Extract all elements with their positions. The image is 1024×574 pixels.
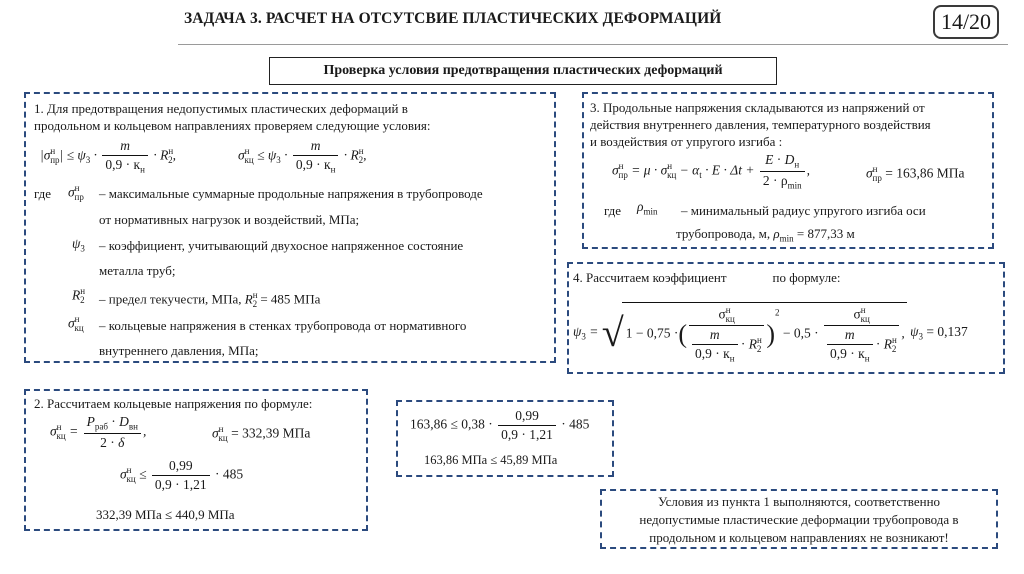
definition-sigma-pr-line2: от нормативных нагрузок и воздействий, МПа;	[99, 212, 360, 227]
page-indicator: 14/20	[933, 5, 999, 39]
hoop-stress-comparison: 332,39 МПа ≤ 440,9 МПа	[96, 507, 235, 522]
rho-definition: – минимальный радиус упругого изгиба оси	[681, 203, 926, 218]
rho-definition-line2: трубопровода, м, $\rho_{min} = 877,33$ м	[676, 226, 855, 244]
longitudinal-stress-result: $\sigma^н_{пр} = 163,86$ МПа	[866, 164, 965, 184]
hoop-stress-result: $\sigma^н_{кц} = 332,39$ МПа	[212, 424, 311, 444]
psi-heading: 4. Рассчитаем коэффициент по формуле:	[573, 270, 841, 285]
header-divider	[178, 44, 1008, 45]
sigma-kc-symbol: $\sigma^н_{кц}$	[68, 314, 84, 334]
psi-formula: $\psi_3$ = √ 1 − 0,75 ·( $\sigma^н_{кц}$ $\frac{m}{0,9 \cdot к_н}$ · $R^н_2$ )$^2$ − 0,5 · $\sigma^н_{кц}$ $\frac{m}{0,9 \cdot к_н}$ · $R^н_2$ , $\psi_3 = 0,137$	[573, 302, 968, 364]
longitudinal-line3: и воздействия от упругого изгиба :	[590, 134, 783, 149]
longitudinal-line2: действия внутреннего давления, температурного воздействия	[590, 117, 931, 132]
sigma-pr-symbol: $\sigma^н_{пр}$	[68, 183, 84, 203]
definition-psi-line2: металла труб;	[99, 263, 176, 278]
psi-symbol: $\psi_3$	[72, 236, 85, 254]
hoop-condition-formula: $\sigma^н_{кц} \le \psi_3$ · $\frac{m}{0,9 \cdot к_н}$ · $R^н_2$,	[238, 138, 367, 175]
definition-psi-line1: – коэффициент, учитывающий двухосное напряженное состояние	[99, 238, 464, 253]
definition-sigma-kc-line2: внутреннего давления, МПа;	[99, 343, 259, 358]
conclusion-line2: недопустимые пластические деформации трубопровода в	[639, 512, 959, 527]
rho-where: где	[604, 203, 622, 218]
longitudinal-stress-formula: $\sigma^н_{пр} = \mu \cdot \sigma^н_{кц} - \alpha_t \cdot E \cdot \Delta t$ + $\frac{E \cdot D_н}{2 \cdot \rho_{min}}$ ,	[612, 152, 810, 191]
hoop-stress-formula: $\sigma^н_{кц}$ = $\frac{P_{раб} \cdot D_{вн}}{2 \cdot \delta}$ ,	[50, 414, 147, 450]
conclusion-line1: Условия из пункта 1 выполняются, соответственно	[657, 494, 941, 509]
definition-r2: – предел текучести, МПа, $R^н_2 = 485$ МПа	[99, 290, 321, 309]
page-title: ЗАДАЧА 3. РАСЧЕТ НА ОТСУТСВИЕ ПЛАСТИЧЕСКИХ ДЕФОРМАЦИЙ	[184, 10, 722, 27]
longitudinal-check-result: 163,86 МПа ≤ 45,89 МПа	[424, 453, 558, 467]
hoop-stress-check: $\sigma^н_{кц}$ ≤ $\frac{0,99}{0,9 \cdot 1,21}$ · 485	[120, 458, 244, 492]
conditions-intro-line1: 1. Для предотвращения недопустимых пластических деформаций в	[34, 101, 408, 116]
definition-sigma-pr-line1: – максимальные суммарные продольные напряжения в трубопроводе	[99, 186, 483, 201]
where-label: где	[34, 186, 52, 201]
r2-symbol: $R^н_2$	[72, 286, 86, 306]
longitudinal-line1: 3. Продольные напряжения складываются из напряжений от	[590, 100, 925, 115]
longitudinal-condition-formula: $|\sigma^н_{пр}| \le \psi_3$ · $\frac{m}{0,9 \cdot к_н}$ · $R^н_2$,	[40, 138, 177, 175]
hoop-stress-heading: 2. Рассчитаем кольцевые напряжения по формуле:	[34, 396, 313, 411]
rho-symbol: $\rho_{min}$	[637, 199, 658, 217]
definition-sigma-kc-line1: – кольцевые напряжения в стенках трубопровода от нормативного	[99, 318, 467, 333]
conditions-intro-line2: продольном и кольцевом направлениях проверяем следующие условия:	[34, 118, 431, 133]
conclusion-line3: продольном и кольцевом направлениях не возникают!	[649, 530, 949, 545]
longitudinal-check-formula: 163,86 ≤ 0,38 · $\frac{0,99}{0,9 \cdot 1,21}$ · 485	[410, 408, 590, 442]
section-subtitle: Проверка условия предотвращения пластических деформаций	[269, 57, 777, 85]
conclusion-box	[600, 489, 998, 549]
